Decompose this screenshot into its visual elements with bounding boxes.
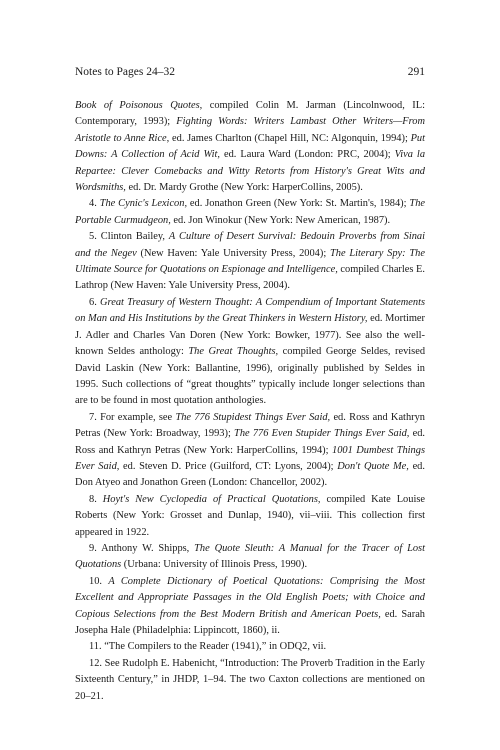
- note-text: 11. “The Compilers to the Reader (1941),” in ODQ2, vii.: [89, 641, 327, 653]
- note-title-text: Fighting Words: Writers Lambast Other Writers—From Aristotle to Anne Rice,: [75, 116, 425, 144]
- note-title-text: The Portable Curmudgeon,: [75, 198, 426, 226]
- note-6: [75, 295, 425, 410]
- note-text: compiled George Seldes, revised David Laskin (New York: Ballantine, 1996), originally published by Seldes in 1995. Such collections of “great thoughts” typically include longer selections than are to be found in most quotation anthologies.: [75, 346, 426, 407]
- note-5: [75, 229, 425, 295]
- note-text: ed. Steven D. Price (Guilford, CT: Lyons, 2004);: [119, 460, 338, 472]
- note-text: 8.: [89, 493, 103, 505]
- note-8: [75, 492, 425, 541]
- note-text: 12. See Rudolph E. Habenicht, “Introduction: The Proverb Tradition in the Early Sixteenth Century,” in JHDP, 1–94. The two Caxton collections are mentioned on 20–21.: [75, 657, 425, 702]
- note-text: (New Haven: Yale University Press, 2004);: [136, 247, 330, 259]
- note-title-text: Hoyt's New Cyclopedia of Practical Quotations,: [102, 493, 321, 505]
- note-text: 6.: [89, 296, 101, 308]
- note-11: [75, 639, 425, 655]
- note-7: [75, 410, 425, 492]
- running-head: [75, 65, 425, 79]
- note-9: [75, 541, 425, 574]
- note-title-text: The Cynic's Lexicon,: [99, 198, 188, 210]
- note-title-text: A Complete Dictionary of Poetical Quotations: Comprising the Most Excellent and Appropriate Passages in the Old English Poets; with Choice and Copious Selections from the Best Modern British and American Poets,: [75, 575, 425, 620]
- note-text: ed. James Charlton (Chapel Hill, NC: Algonquin, 1994);: [169, 132, 411, 144]
- note-title-text: The 776 Stupidest Things Ever Said,: [175, 411, 331, 423]
- note-12: [75, 656, 425, 705]
- note-title-text: The 776 Even Stupider Things Ever Said,: [234, 428, 410, 440]
- note-text: 9. Anthony W. Shipps,: [89, 542, 195, 554]
- note-title-text: 1001 Dumbest Things Ever Said,: [75, 444, 425, 472]
- note-title-text: The Great Thoughts,: [188, 346, 279, 358]
- note-text: ed. Ross and Kathryn Petras (New York: HarperCollins, 1994);: [75, 428, 425, 456]
- note-title-text: Put Downs: A Collection of Acid Wit,: [75, 132, 425, 161]
- note-title-text: The Literary Spy: The Ultimate Source for Quotations on Espionage and Intelligence,: [75, 247, 425, 276]
- note-text: ed. Dr. Mardy Grothe (New York: HarperCollins, 2005).: [125, 182, 363, 194]
- note-title-text: Don't Quote Me,: [337, 460, 409, 472]
- note-text: compiled Charles E. Lathrop (New Haven: Yale University Press, 2004).: [75, 264, 425, 292]
- note-3-continued: [75, 98, 425, 196]
- note-text: ed. Jon Winokur (New York: New American, 1987).: [170, 214, 391, 226]
- page-number: 291: [407, 66, 425, 78]
- note-text: compiled Kate Louise Roberts (New York: Grosset and Dunlap, 1940), vii–viii. This collection first appeared in 1922.: [75, 493, 425, 538]
- note-text: ed. Ross and Kathryn Petras (New York: Broadway, 1993);: [75, 411, 425, 440]
- note-title-text: Great Treasury of Western Thought: A Compendium of Important Statements on Man and His Institutions by the Great Thinkers in Western History,: [75, 296, 426, 325]
- note-10: [75, 574, 425, 640]
- note-text: ed. Laura Ward (London: PRC, 2004);: [219, 149, 395, 161]
- note-text: ed. Don Atyeo and Jonathon Green (London: Chancellor, 2002).: [75, 460, 425, 489]
- note-text: 5. Clinton Bailey,: [89, 231, 169, 243]
- note-text: ed. Jonathon Green (New York: St. Martin's, 1984);: [187, 198, 410, 210]
- note-text: compiled Colin M. Jarman (Lincolnwood, IL: Contemporary, 1993);: [75, 100, 425, 128]
- note-text: 4.: [89, 198, 100, 210]
- note-text: ed. Sarah Josepha Hale (Philadelphia: Lippincott, 1860), ii.: [75, 608, 425, 636]
- note-title-text: The Quote Sleuth: A Manual for the Tracer of Lost Quotations: [75, 542, 425, 571]
- note-title-text: Book of Poisonous Quotes,: [75, 100, 203, 111]
- note-text: 10.: [89, 575, 109, 587]
- note-text: ed. Mortimer J. Adler and Charles Van Doren (New York: Bowker, 1977). See also the well-known Seldes anthology:: [75, 313, 425, 358]
- note-4: [75, 196, 425, 229]
- note-title-text: Viva la Repartee: Clever Comebacks and Witty Retorts from History's Great Wits and Wordsmiths,: [75, 149, 426, 194]
- section-title: Notes to Pages 24–32: [75, 66, 175, 78]
- note-title-text: A Culture of Desert Survival: Bedouin Proverbs from Sinai and the Negev: [75, 231, 425, 259]
- note-text: (Urbana: University of Illinois Press, 1990).: [121, 559, 308, 571]
- note-text: 7. For example, see: [89, 411, 176, 423]
- endnotes: [75, 98, 425, 705]
